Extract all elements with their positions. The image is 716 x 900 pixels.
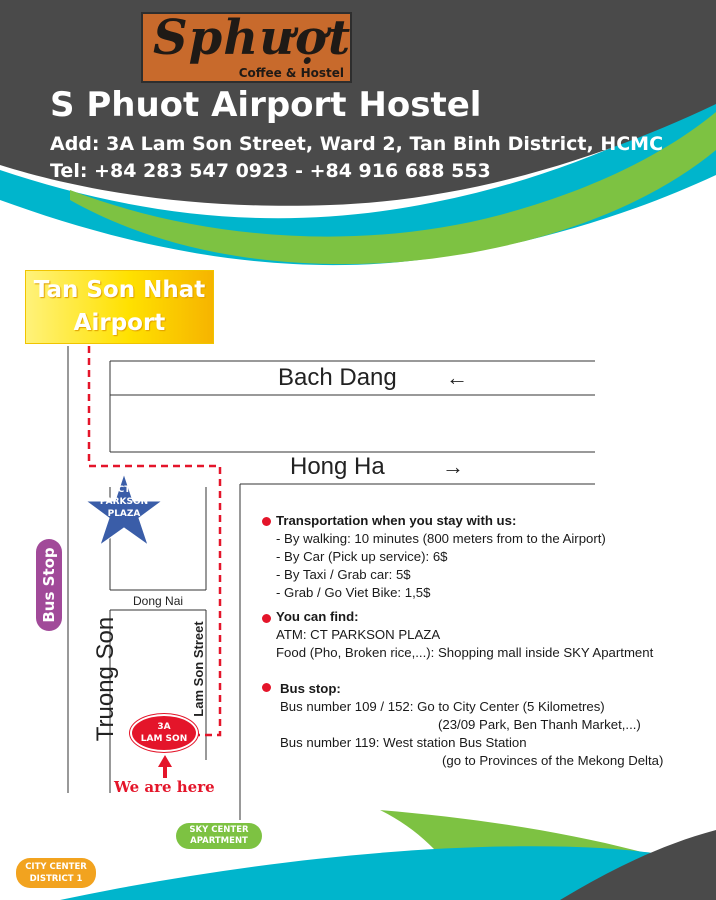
hostel-marker-label: 3A LAM SON: [140, 722, 188, 744]
page-title: S Phuot Airport Hostel: [50, 85, 482, 125]
bus-item: (go to Provinces of the Mekong Delta): [442, 753, 664, 768]
bus-heading: Bus stop:: [280, 681, 341, 696]
street-lam-son: Lam Son Street: [191, 621, 206, 717]
city-center-badge: [16, 858, 96, 888]
airport-label: Tan Son Nhat Airport: [33, 277, 206, 336]
logo-tagline: Coffee & Hostel: [238, 66, 344, 80]
transport-bullet-icon: [262, 517, 271, 526]
we-are-here-arrow: [158, 755, 172, 778]
bus-section: [280, 680, 663, 770]
find-item: ATM: CT PARKSON PLAZA: [276, 627, 441, 642]
transport-item: - By Car (Pick up service): 6$: [276, 549, 448, 564]
transport-section: [276, 512, 606, 602]
sky-center-label: SKY CENTER APARTMENT: [189, 825, 249, 846]
bus-stop-badge: [36, 539, 62, 631]
find-bullet-icon: [262, 614, 271, 623]
transport-heading: Transportation when you stay with us:: [276, 513, 517, 528]
bus-stop-label: Bus Stop: [40, 547, 58, 623]
we-are-here-label: We are here: [114, 778, 215, 796]
find-item: Food (Pho, Broken rice,...): Shopping mall inside SKY Apartment: [276, 645, 654, 660]
bus-bullet-icon: [262, 683, 271, 692]
airport-box: [25, 270, 214, 344]
phone-line: Tel: +84 283 547 0923 - +84 916 688 553: [50, 160, 491, 182]
city-center-label: CITY CENTER DISTRICT 1: [25, 862, 87, 884]
bus-item: Bus number 119: West station Bus Station: [280, 735, 527, 750]
transport-item: - By Taxi / Grab car: 5$: [276, 567, 411, 582]
hostel-marker: [130, 714, 198, 752]
bus-item: (23/09 Park, Ben Thanh Market,...): [438, 717, 641, 732]
find-heading: You can find:: [276, 609, 359, 624]
street-hong-ha: Hong Ha: [290, 453, 385, 480]
sky-center-badge: [176, 823, 262, 849]
transport-item: - By walking: 10 minutes (800 meters from to the Airport): [276, 531, 606, 546]
hong-ha-arrow-icon: →: [442, 454, 464, 479]
address-line: Add: 3A Lam Son Street, Ward 2, Tan Binh District, HCMC: [50, 133, 664, 155]
street-dong-nai: Dong Nai: [133, 594, 184, 608]
find-section: [276, 608, 653, 662]
brand-logo: [141, 12, 352, 83]
bus-item: Bus number 109 / 152: Go to City Center (5 Kilometres): [280, 699, 605, 714]
transport-item: - Grab / Go Viet Bike: 1,5$: [276, 585, 431, 600]
logo-word: Sphượt: [153, 10, 352, 66]
bach-dang-arrow-icon: ←: [446, 365, 468, 390]
parkson-label: CT PARKSON PLAZA: [99, 485, 149, 519]
street-truong-son: Truong Son: [92, 616, 119, 742]
street-bach-dang: Bach Dang: [278, 364, 397, 391]
